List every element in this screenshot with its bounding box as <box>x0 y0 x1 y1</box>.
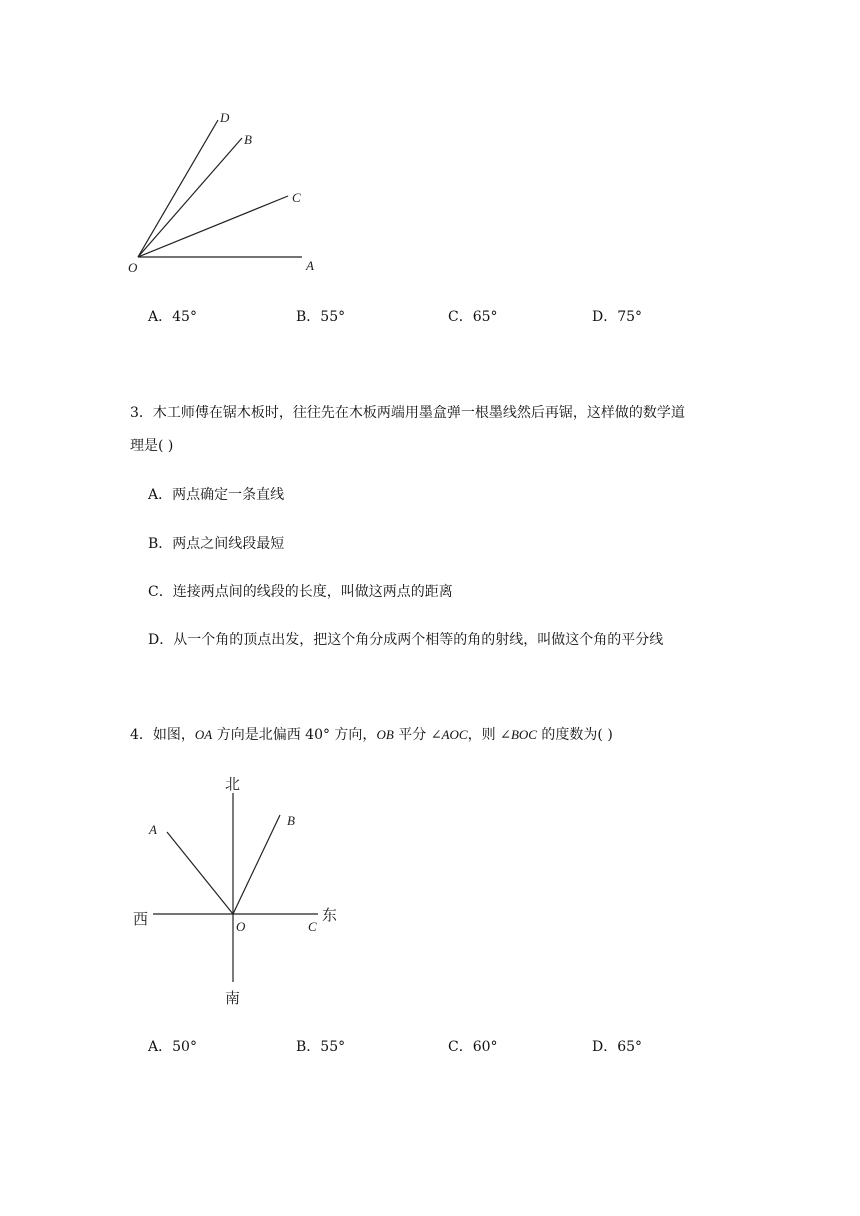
ray-od <box>138 120 218 257</box>
q2-option-a-value: 45° <box>172 309 197 325</box>
q2-option-b-key: B． <box>296 309 321 325</box>
q3-question-line1: 3．木工师傅在锯木板时，往往先在木板两端用墨盒弹一根墨线然后再锯，这样做的数学道 <box>130 405 685 421</box>
ray-ob <box>138 138 242 257</box>
q4-option-a-key: A． <box>148 1039 173 1055</box>
label-o: O <box>236 919 246 934</box>
q2-angle-figure <box>120 100 340 280</box>
q2-option-d[interactable] <box>592 307 642 327</box>
label-a: A <box>306 258 314 273</box>
q4-angle-aoc: ∠AOC <box>430 727 468 742</box>
q4-option-c[interactable] <box>448 1037 498 1057</box>
q3-option-d[interactable]: D．从一个角的顶点出发，把这个角分成两个相等的角的射线，叫做这个角的平分线 <box>148 632 664 648</box>
label-b: B <box>244 132 252 147</box>
q4-option-b[interactable] <box>296 1037 345 1057</box>
label-south: 南 <box>225 991 241 1007</box>
q4-question <box>130 725 613 745</box>
label-o: O <box>128 260 138 275</box>
label-west: 西 <box>133 912 149 928</box>
q2-option-d-value: 75° <box>617 309 643 325</box>
q2-option-c-key: C． <box>448 309 473 325</box>
label-c: C <box>292 190 301 205</box>
q3-option-a[interactable]: A．两点确定一条直线 <box>148 487 285 503</box>
q4-suffix: 的度数为( ) <box>536 727 613 743</box>
q4-option-d[interactable] <box>592 1037 642 1057</box>
q2-option-b[interactable] <box>296 307 345 327</box>
ray-oc <box>138 196 288 257</box>
q4-prefix: 4．如图， <box>130 727 195 743</box>
q3-option-c[interactable]: C．连接两点间的线段的长度，叫做这两点的距离 <box>148 584 453 600</box>
q3-question-line2: 理是( ) <box>130 438 174 454</box>
q3-option-b[interactable]: B．两点之间线段最短 <box>148 536 285 552</box>
q4-option-c-key: C． <box>448 1039 473 1055</box>
q2-option-c-value: 65° <box>472 309 498 325</box>
label-east: 东 <box>322 908 338 924</box>
q4-compass-figure <box>125 765 355 1015</box>
q4-option-a-value: 50° <box>172 1039 197 1055</box>
q2-option-d-key: D． <box>592 309 618 325</box>
q4-angle-boc: ∠BOC <box>500 727 537 742</box>
ray-ob <box>233 815 280 914</box>
label-a: A <box>149 822 157 837</box>
q4-option-a[interactable] <box>148 1037 197 1057</box>
q4-option-b-key: B． <box>296 1039 321 1055</box>
q2-option-a-key: A． <box>148 309 173 325</box>
q2-option-a[interactable] <box>148 307 197 327</box>
q4-option-c-value: 60° <box>472 1039 498 1055</box>
q4-oa: OA <box>194 727 213 742</box>
q4-mid2: 平分 <box>393 727 431 743</box>
label-b: B <box>287 813 295 828</box>
q4-ob: OB <box>376 727 394 742</box>
q2-option-c[interactable] <box>448 307 498 327</box>
label-c: C <box>308 919 317 934</box>
q4-mid1: 方向是北偏西 40° 方向， <box>212 727 377 743</box>
label-north: 北 <box>225 777 241 793</box>
q4-option-d-value: 65° <box>617 1039 643 1055</box>
ray-oa <box>167 832 233 914</box>
q4-option-b-value: 55° <box>320 1039 346 1055</box>
q2-option-b-value: 55° <box>320 309 346 325</box>
label-d: D <box>220 110 230 125</box>
q4-option-d-key: D． <box>592 1039 618 1055</box>
q4-mid3: ，则 <box>467 727 501 743</box>
